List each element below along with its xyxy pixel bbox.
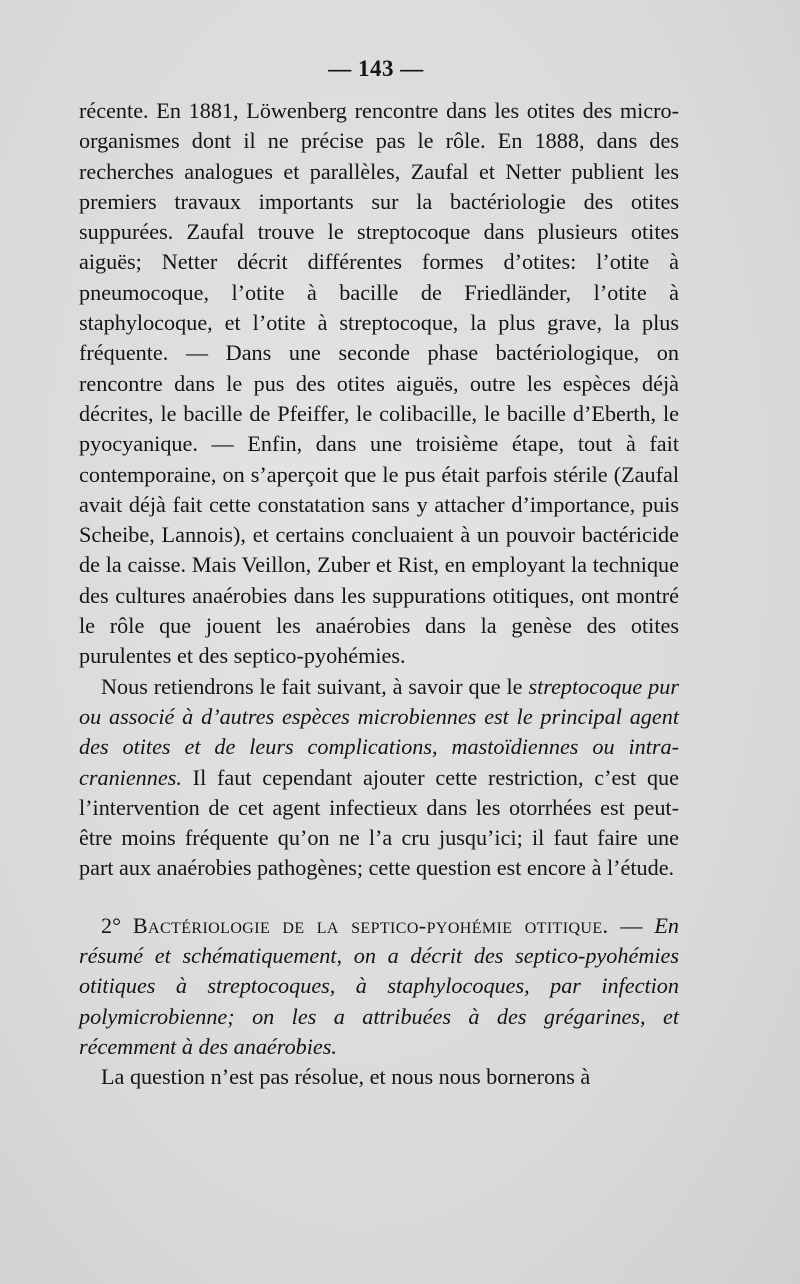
section-dash: — bbox=[608, 912, 655, 938]
section-septico-pyohemie bbox=[79, 911, 679, 1062]
paragraph-last: La question n’est pas résolue, et nous nous bornerons à bbox=[101, 1064, 591, 1090]
emphasis-text: streptocoque pur ou associé à d’autres espèces microbiennes est le principal agent des otites et de leurs complications, mastoïdiennes ou intra-craniennes. bbox=[79, 673, 680, 790]
section-number: 2° bbox=[101, 912, 133, 938]
page-number: — 143 — bbox=[328, 56, 424, 81]
section-heading: Bactériologie de la septico-pyohémie otitique. bbox=[132, 912, 609, 938]
paragraph-bacteriology-history: récente. En 1881, Löwenberg rencontre dans les otites des micro-organismes dont il ne précise pas le rôle. En 1888, dans des recherches analogues et parallèles, Zaufal et Netter publient les premiers travaux importants sur la bactériologie des otites suppurées. Zaufal trouve le streptocoque dans plusieurs otites aiguës; Netter décrit différentes formes d’otites: l’otite à pneumocoque, l’otite à bacille de Friedländer, l’otite à staphylocoque, et l’otite à streptocoque, la plus grave, la plus fréquente. — Dans une seconde phase bactériologique, on rencontre dans le pus des otites aiguës, outre les espèces déjà décrites, le bacille de Pfeiffer, le colibacille, le bacille d’Eberth, le pyocyanique. — Enfin, dans une troisième étape, tout à fait contemporaine, on s’aperçoit que le pus était parfois stérile (Zaufal avait déjà fait cette constatation sans y attacher d’importance, puis Scheibe, Lannois), et certains concluaient à un pouvoir bactéricide de la caisse. Mais Veillon, Zuber et Rist, en employant la technique des cultures anaérobies dans les suppurations otitiques, ont montré le rôle que jouent les anaérobies dans la genèse des otites purulentes et des septico-pyohémies. bbox=[79, 98, 679, 669]
paragraph-tail: Il faut cependant ajouter cette restriction, c’est que l’intervention de cet agent infectieux dans les otorrhées est peut-être moins fréquente qu’on ne l’a cru jusqu’ici; il faut faire une part aux anaérobies pathogènes; cette question est encore à l’étude. bbox=[79, 764, 679, 881]
body-text bbox=[79, 96, 679, 1093]
paragraph-streptococcus-conclusion bbox=[79, 672, 679, 884]
paragraph-lead: Nous retiendrons le fait suivant, à savoir que le bbox=[101, 673, 529, 699]
section-body: En résumé et schématiquement, on a décrit des septico-pyohémies otitiques à streptocoques, à staphylocoques, par infection polymicrobienne; on les a attribuées à des grégarines, et récemment à des anaérobies. bbox=[79, 912, 680, 1059]
